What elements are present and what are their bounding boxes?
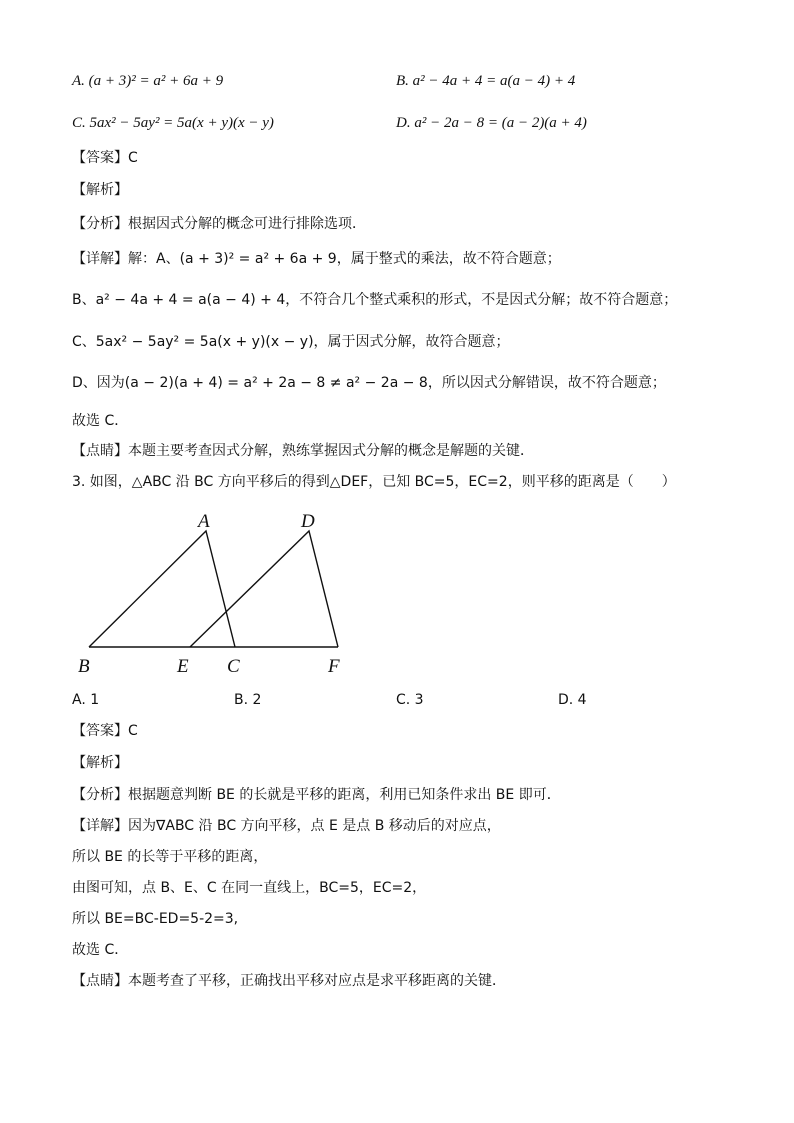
label-f: F [328, 656, 340, 677]
q3-answer: 【答案】C [72, 723, 138, 739]
q3-option-b: B. 2 [234, 692, 262, 708]
q2-detail-b: B、a² − 4a + 4 = a(a − 4) + 4，不符合几个整式乘积的形式，不是因式分解；故不符合题意； [72, 292, 678, 308]
q3-detail-1: 【详解】因为∇ABC 沿 BC 方向平移，点 E 是点 B 移动后的对应点， [72, 818, 501, 834]
triangle-abc [89, 531, 235, 647]
q3-detail-2: 所以 BE 的长等于平移的距离， [72, 849, 268, 865]
triangle-def [190, 531, 338, 647]
label-a: A [198, 511, 210, 532]
q3-analysis-heading: 【解析】 [72, 755, 128, 771]
q3-option-d: D. 4 [558, 692, 587, 708]
q2-option-b: B. a² − 4a + 4 = a(a − 4) + 4 [396, 73, 576, 89]
q3-analysis-fenxi: 【分析】根据题意判断 BE 的长就是平移的距离，利用已知条件求出 BE 即可． [72, 787, 561, 803]
q3-detail-4: 所以 BE=BC-ED=5-2=3, [72, 911, 239, 927]
q2-detail-a: 【详解】解：A、(a + 3)² = a² + 6a + 9，属于整式的乘法，故不符合题意； [72, 251, 561, 267]
q3-detail-3: 由图可知，点 B、E、C 在同一直线上，BC=5，EC=2， [72, 880, 427, 896]
q2-dianjing: 【点睛】本题主要考查因式分解，熟练掌握因式分解的概念是解题的关键． [72, 443, 534, 459]
q2-analysis-fenxi: 【分析】根据因式分解的概念可进行排除选项． [72, 216, 366, 232]
q2-choose: 故选 C． [72, 413, 129, 429]
q2-detail-d: D、因为(a − 2)(a + 4) = a² + 2a − 8 ≠ a² − 2a − 8，所以因式分解错误，故不符合题意； [72, 375, 666, 391]
q3-dianjing: 【点睛】本题考查了平移，正确找出平移对应点是求平移距离的关键． [72, 973, 506, 989]
q2-option-a: A. (a + 3)² = a² + 6a + 9 [72, 73, 224, 89]
q3-choose: 故选 C． [72, 942, 129, 958]
q2-answer: 【答案】C [72, 150, 138, 166]
translation-figure [70, 505, 370, 685]
label-d: D [301, 511, 315, 532]
q3-option-a: A. 1 [72, 692, 100, 708]
label-e: E [177, 656, 189, 677]
q2-option-d: D. a² − 2a − 8 = (a − 2)(a + 4) [396, 115, 587, 131]
q2-detail-c: C、5ax² − 5ay² = 5a(x + y)(x − y)，属于因式分解，故符合题意； [72, 334, 510, 350]
q2-analysis-heading: 【解析】 [72, 182, 128, 198]
label-c: C [227, 656, 240, 677]
label-b: B [78, 656, 90, 677]
q3-option-c: C. 3 [396, 692, 424, 708]
q2-option-c: C. 5ax² − 5ay² = 5a(x + y)(x − y) [72, 115, 274, 131]
q3-stem: 3. 如图，△ABC 沿 BC 方向平移后的得到△DEF，已知 BC=5，EC=2，则平移的距离是（ ） [72, 474, 676, 490]
